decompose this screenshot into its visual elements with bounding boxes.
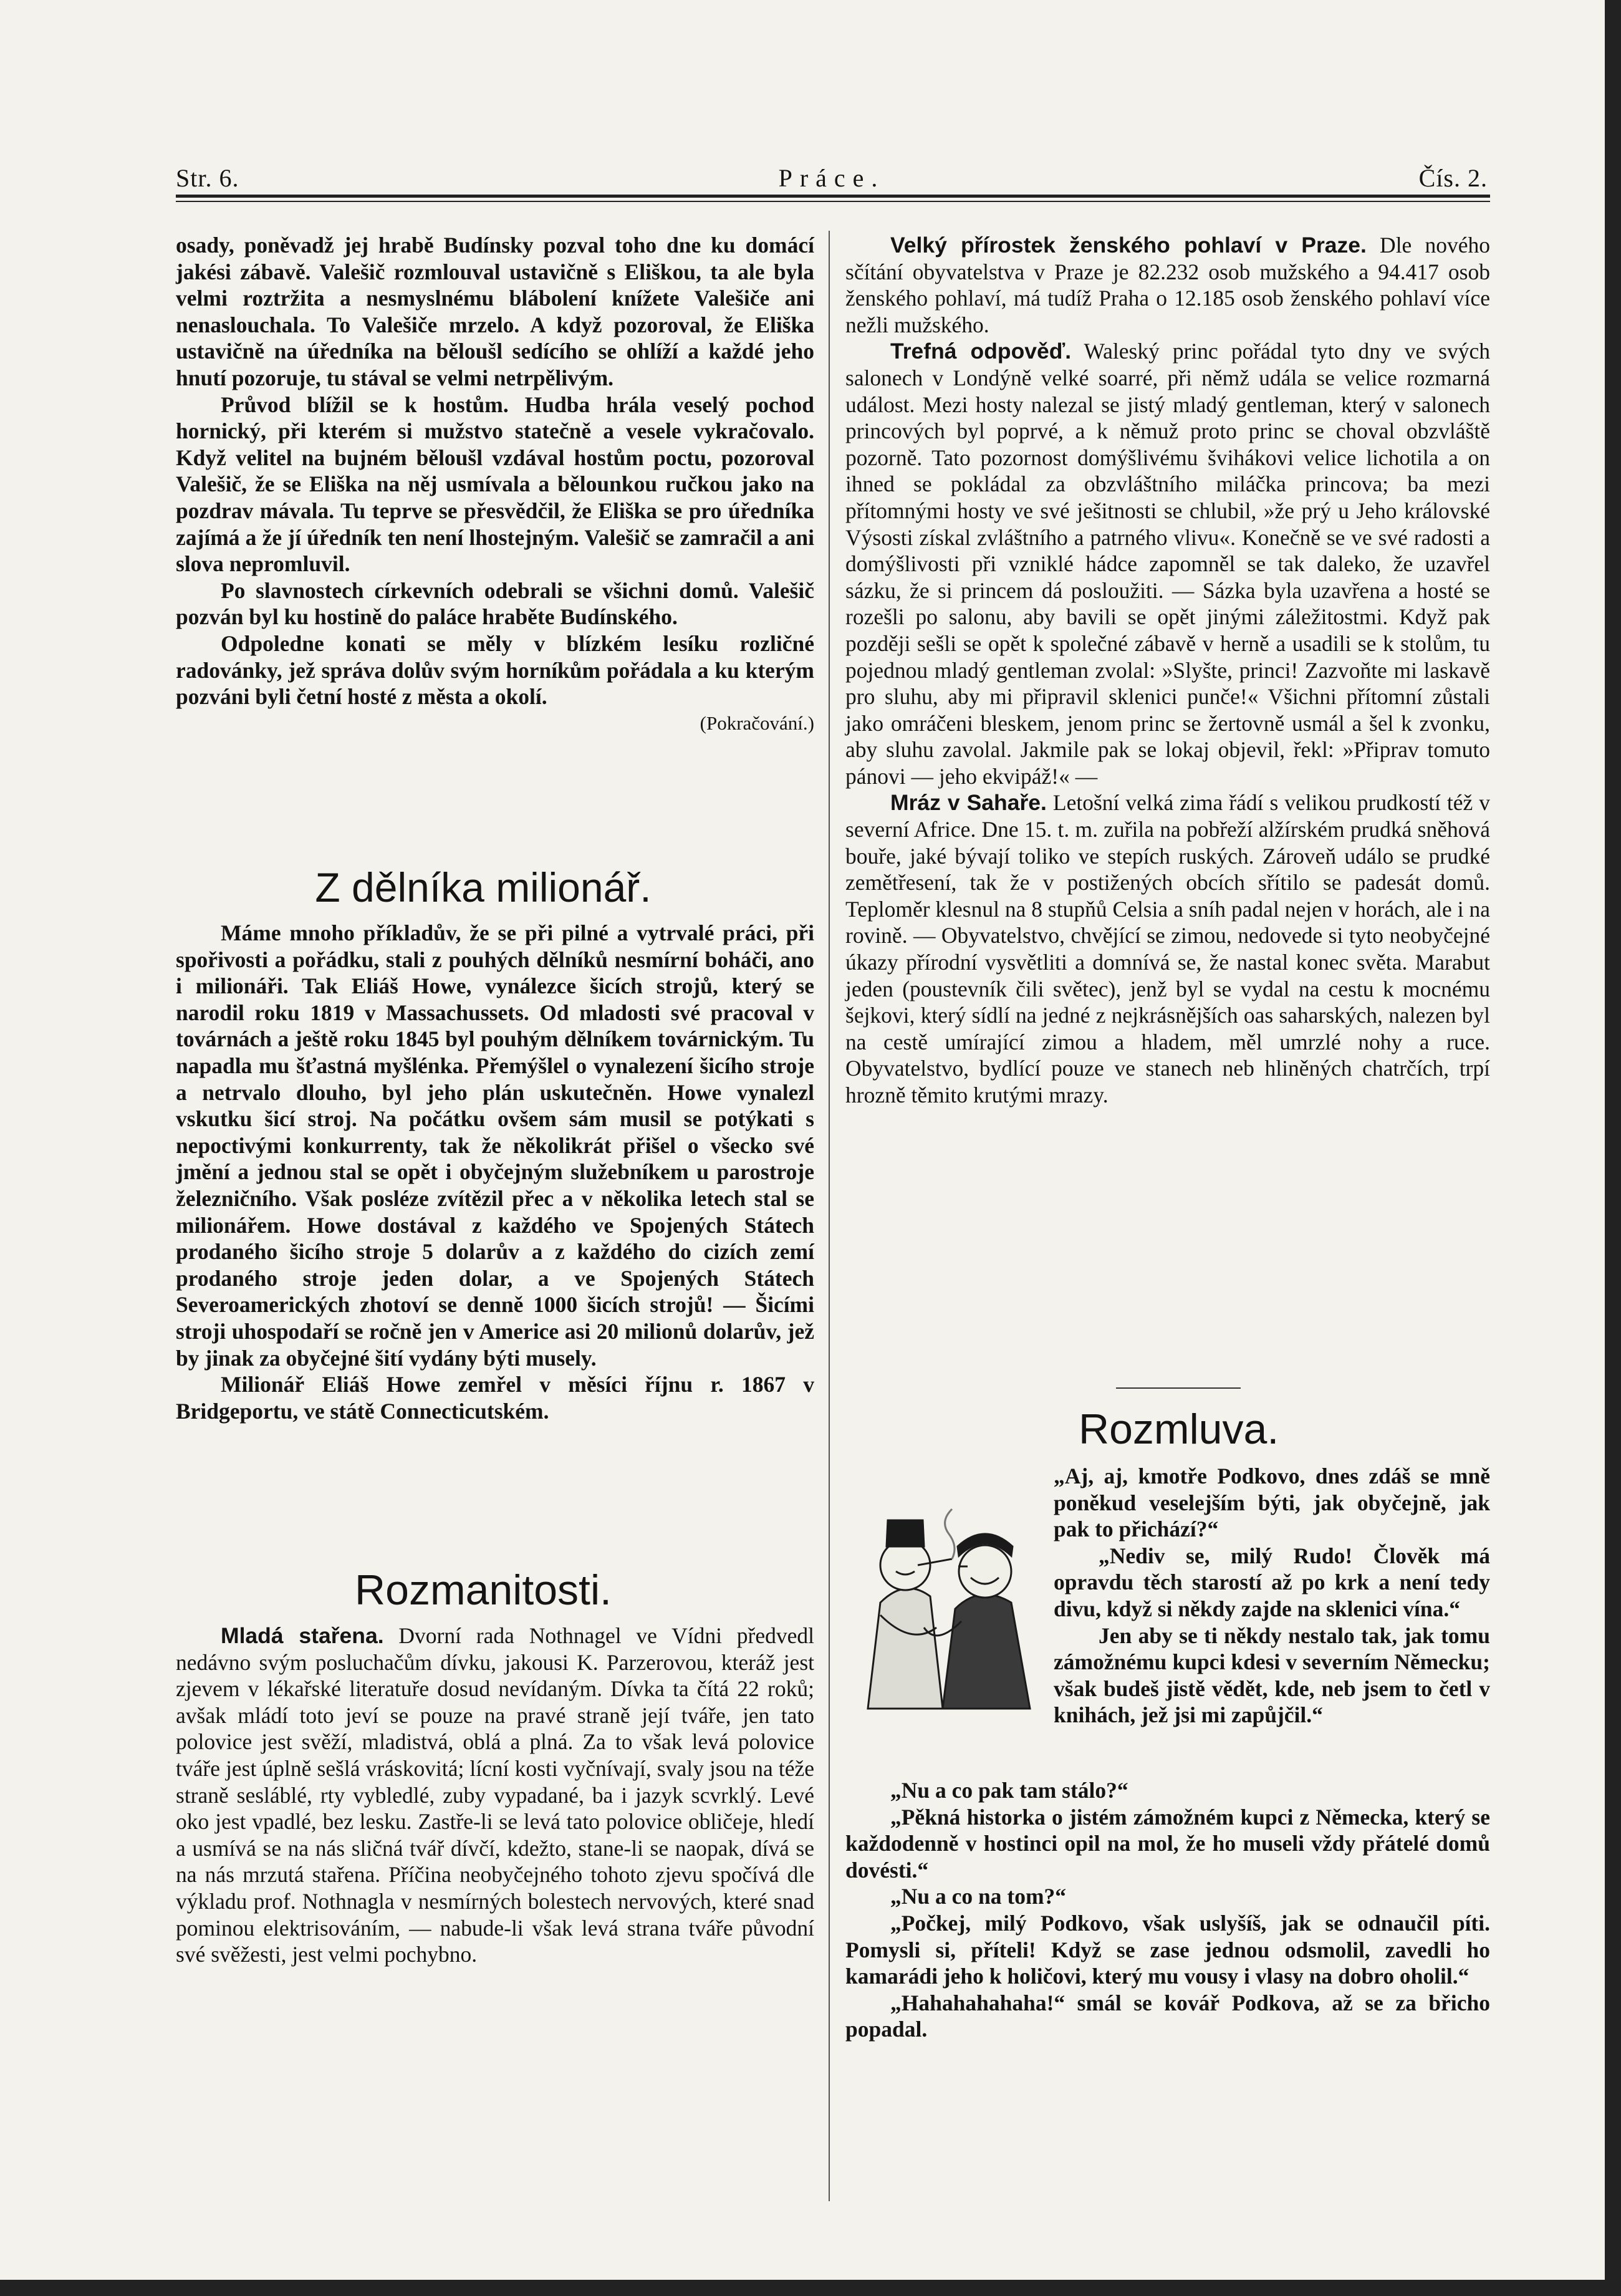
item-lead: Mráz v Sahaře.: [890, 790, 1047, 816]
page-number: Str. 6.: [176, 164, 239, 192]
news-item: [845, 232, 1490, 338]
dialog-line: „Hahahahahaha!“ smál se kovář Podkova, až se za břicho popadal.: [845, 1990, 1490, 2042]
dialog-line: „Nu a co pak tam stálo?“: [890, 1778, 1128, 1803]
paragraph: osady, poněvadž jej hrabě Budínsky pozval toho dne ku domácí jakési zábavě. Valešič rozmlouval ustavičně s Eliškou, ta ale byla velmi roztržita a nesmyslnému blábolení knížete Valešiče ani nenaslouchala. To Valešiče mrzelo. A když pozoroval, že Eliška ustavičně na úředníka na běloušl sedícího se ohlíží a každé jeho hnutí pozoruje, tu stával se velmi netrpělivým.: [176, 233, 814, 390]
item-lead: Mladá stařena.: [221, 1623, 384, 1648]
serial-story: [176, 232, 814, 736]
paragraph: [176, 1623, 814, 1968]
article-mlada-starena: [176, 1623, 814, 1968]
dialog-line: Jen aby se ti někdy nestalo tak, jak tomu zámožnému kupci kdesi v severním Německu; však budeš jistě vědět, kde, neb jsem to četl v knihách, jež jsi mi zapůjčil.“: [1054, 1623, 1490, 1728]
continued-note: (Pokračování.): [700, 711, 814, 734]
masthead-title: Práce.: [778, 164, 885, 192]
news-item: [845, 789, 1490, 1108]
paragraph: Průvod blížil se k hostům. Hudba hrála veselý pochod hornický, při kterém si mužstvo statečně a vesele vykračovalo. Když velitel na bujném běloušl vzdával hostům poctu, pozoroval Valešič, že se Eliška na něj usmívala a bělounkou ručkou jako na pozdrav mávala. Tu teprve se přesvědčil, že Eliška se pro úředníka zajímá a že jí úředník ten není lhostejným. Valešič se zamračil a ani slova nepromluvil.: [176, 392, 814, 577]
dialog-part-2: [845, 1777, 1490, 2043]
page-header: [176, 163, 1488, 198]
header-rule-thick: [176, 195, 1490, 198]
dialog-line: „Nu a co na tom?“: [890, 1884, 1067, 1909]
item-lead: Trefná odpověď.: [890, 339, 1072, 364]
scan-border-bottom: [0, 2280, 1621, 2296]
paragraph: Milionář Eliáš Howe zemřel v měsíci říjnu r. 1867 v Bridgeportu, ve státě Connecticutském.: [176, 1372, 814, 1424]
column-divider: [829, 231, 830, 2201]
item-text: Waleský princ pořádal tyto dny ve svých salonech v Londýně velké soarré, při němž udála se velice rozmarná událost. Mezi hosty nalezal se jistý mladý gentleman, který v salonech princových byl poprvé, a k němuž proto princ se choval obzvláště pozorně. Tato pozornost domýšlivému švihákovi velice lichotila a on ihned se pokládal za obzvláštního miláčka princova; ba mezi přítomnými hosty ve své ješitnosti se chlubil, »že prý u Jeho královské Výsosti získal zvláštního a patrného vlivu«. Konečně se ve své radosti a domýšlivosti při vzniklé hádce zapomněl se tak daleko, že uzavřel sázku, že si princem dá posloužiti. — Sázka byla uzavřena a hosté se rozešli po salonu, aby bavili se opět jinými záležitostmi. Když pak později sešli se opět k společné zábavě v herně a usadili se k stolům, tu pojednou mladý gentleman zvolal: »Slyšte, princi! Zazvoňte mi laskavě pro sluhu, aby mi připravil sklenici punče!« Všichni přítomní zůstali jako omráčeni bleskem, jenom princ se žertovně usmál a šel k zvonku, aby sluhu zavolal. Jakmile pak se lokaj objevil, řekl: »Připrav tomuto pánovi — jeho ekvipáž!« —: [845, 339, 1490, 789]
two-men-illustration: [843, 1472, 1049, 1721]
paragraph: Po slavnostech církevních odebrali se všichni domů. Valešič pozván byl ku hostině do paláce hraběte Budínského.: [176, 577, 814, 630]
dialog-line: „Aj, aj, kmotře Podkovo, dnes zdáš se mně poněkud veselejším býti, jak obyčejně, jak pak to přichází?“: [1054, 1464, 1490, 1542]
issue-number: Čís. 2.: [1418, 164, 1488, 192]
article-title-rozmluva: Rozmluva.: [1079, 1406, 1279, 1453]
item-text: Dvorní rada Nothnagel ve Vídni předvedl nedávno svým posluchačům dívku, jakousi K. Parzerovou, kteráž jest zjevem v lékařské literatuře dosud nevídaným. Dívka ta čítá 22 roků; avšak mládí toto jeví se pouze na pravé straně její tváře, jen tato polovice jest svěží, mladistvá, oblá a plná. Za to však levá polovice tváře jest úplně sešlá vráskovitá; lícní kosti vyčnívají, svaly jsou na téže straně sesláblé, rty vybledlé, zuby vypadané, ba i jazyk scvrklý. Levé oko jest vpadlé, bez lesku. Zastře-li se levá tato polovice obličeje, hledí a usmívá se na nás sličná tvář dívčí, kdežto, stane-li se naopak, dívá se na nás mrzutá stařena. Příčina neobyčejného tohoto zjevu spočívá dle výkladu prof. Nothnagla v nesmírných bolestech nervových, které snad pominou elektrisováním, — nabude-li však levá strana tváře původní své svěžesti, jest velmi pochybno.: [176, 1623, 814, 1967]
scan-border-right: [1605, 0, 1621, 2296]
news-items: [845, 232, 1490, 1109]
section-separator: [1116, 1387, 1241, 1389]
news-item: [845, 338, 1490, 789]
article-title-rozmanitosti: Rozmanitosti.: [355, 1566, 612, 1614]
item-lead: Velký přírostek ženského pohlaví v Praze.: [890, 233, 1367, 258]
dialog-part-1: [1054, 1463, 1490, 1729]
item-text: Dle nového sčítání obyvatelstva v Praze je 82.232 osob mužského a 94.417 osob ženského pohlaví, má tudíž Praha o 12.185 osob ženského pohlaví více nežli mužského.: [845, 233, 1490, 337]
dialog-line: „Nediv se, milý Rudo! Člověk má opravdu těch starostí až po krk a není tedy divu, když si někdy zajde na sklenici vína.“: [1054, 1543, 1490, 1621]
item-text: Letošní velká zima řádí s velikou prudkostí též v severní Africe. Dne 15. t. m. zuřila na pobřeží alžírském prudká sněhová bouře, jaké bývají toliko ve stepích ruských. Zároveň událo se prudké zemětřesení, tak že v postižených obcích sřítilo se padesát domů. Teploměr klesnul na 8 stupňů Celsia a sníh padal nejen v horách, ale i na rovině. — Obyvatelstvo, chvějící se zimou, nedovede si tyto neobyčejné úkazy přírodní vysvětliti a domnívá se, že nastal konec světa. Marabut jeden (poustevník čili světec), jenž byl se vydal na cestu k mocnému šejkovi, který sídlí na jedné z nejkrásnějších oas saharských, nalezen byl na cestě umírající zimou a hladem, měl umrzlé nohy a ruce. Obyvatelstvo, bydlící pouze ve stanech neb hliněných chatrčích, trpí hrozně těmito krutými mrazy.: [845, 790, 1491, 1107]
article-milionar: [176, 920, 814, 1424]
article-title-milionar: Z dělníka milionář.: [315, 864, 652, 910]
paragraph: Odpoledne konati se měly v blízkém lesíku rozličné radovánky, jež správa dolův svým horníkům pořádala a ku kterým pozváni byli četní hosté z města a okolí.: [176, 630, 814, 710]
dialog-line: „Pěkná historka o jistém zámožném kupci z Německa, který se každodenně v hostinci opil na mol, že ho museli vždy přátelé domů dovésti.“: [845, 1804, 1490, 1883]
dialog-line: „Počkej, milý Podkovo, však uslyšíš, jak se odnaučil píti. Pomysli si, příteli! Když se zase jednou odsmolil, zavedli ho kamarádi jeho k holičovi, který mu vousy i vlasy na dobro oholil.“: [845, 1910, 1490, 1989]
header-rule-thin: [176, 201, 1490, 202]
paragraph: Máme mnoho příkladův, že se při pilné a vytrvalé práci, při spořivosti a pořádku, stali z pouhých dělníků nesmírní boháči, ano i milionáři. Tak Eliáš Howe, vynálezce šicích strojů, který se narodil roku 1819 v Massachussets. Od mladosti své pracoval v továrnách a ještě roku 1845 byl pouhým dělníkem továrnickým. Tu napadla mu šťastná myšlénka. Přemýšlel o vynalezení šicího stroje a netrvalo dlouho, byl jeho plán uskutečněn. Howe vynalezl vskutku šicí stroj. Na počátku ovšem sám musil se potýkati s nepoctivými konkurrenty, tak že několikrát přišel o všecko své jmění a jednou stal se opět i obyčejným služebníkem u parostroje železničního. Však posléze zvítězil přec a v několika letech stal se milionářem. Howe dostával z každého ve Spojených Státech prodaného šicího stroje 5 dolarův a z každého do cizích zemí prodaného stroje jeden dolar, a ve Spojených Státech Severoamerických zhotoví se denně 1000 šicích strojů! — Šicími stroji uhospodaří se ročně jen v Americe asi 20 milionů dolarův, jež by jinak za obyčejné šití vydány býti musely.: [176, 920, 814, 1371]
